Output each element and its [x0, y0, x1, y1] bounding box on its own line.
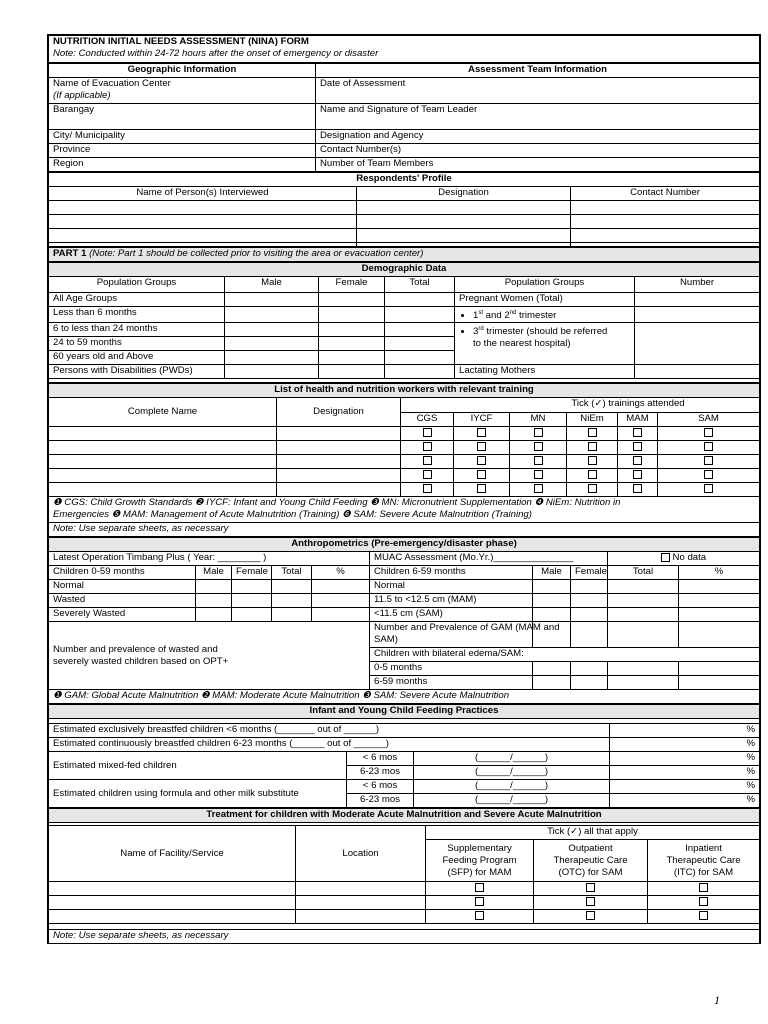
training-checkbox[interactable]: [423, 442, 432, 451]
prevalence-label-1: Number and prevalence of wasted and: [53, 643, 218, 655]
workers-legend-1: ❶ CGS: Child Growth Standards ❷ IYCF: Infant and Young Child Feeding ❸ MN: Micronutrient Supplementation ❹ NiEm: Nutrition in: [53, 497, 621, 509]
formula-lt6-fraction: (______/______): [414, 780, 610, 794]
demo-col-total: Total: [385, 277, 455, 293]
training-niem: NiEm: [567, 413, 618, 427]
treatment-checkbox[interactable]: [586, 883, 595, 892]
page-number: 1: [714, 993, 720, 1007]
part1-note: (Note: Part 1 should be collected prior to visiting the area or evacuation center): [89, 248, 424, 259]
prevalence-label-2: severely wasted children based on OPT+: [53, 655, 229, 667]
resp-col-contact: Contact Number: [571, 187, 760, 201]
anthro-col-pct: %: [312, 566, 370, 580]
training-checkbox[interactable]: [588, 470, 597, 479]
anthro-col-female-2: Female: [571, 566, 608, 580]
treatment-checkbox[interactable]: [699, 911, 708, 920]
anthro-col-total: Total: [272, 566, 312, 580]
evac-center-label: Name of Evacuation Center: [53, 78, 171, 89]
treatment-tick: Tick (✓) all that apply: [426, 826, 760, 840]
trimester-3-label: • 3rd trimester (should be referred to the nearest hospital): [473, 323, 630, 350]
location-col: Location: [296, 826, 426, 882]
no-data-checkbox[interactable]: [661, 553, 670, 562]
anthro-table: [48, 537, 760, 704]
designation-agency-label: Designation and Agency: [316, 130, 760, 144]
training-checkbox[interactable]: [633, 456, 642, 465]
form-title: NUTRITION INITIAL NEEDS ASSESSMENT (NINA) FORM: [53, 36, 309, 47]
mixed-623: 6-23 mos: [347, 766, 414, 780]
demo-col-groups: Population Groups: [49, 277, 225, 293]
demo-row-label: 6 to less than 24 months: [49, 323, 225, 337]
lactating-label: Lactating Mothers: [455, 365, 635, 379]
anthro-col-total-2: Total: [608, 566, 679, 580]
members-label: Number of Team Members: [316, 158, 760, 172]
mixed-lt6-fraction: (______/______): [414, 752, 610, 766]
mixed-lt6: < 6 mos: [347, 752, 414, 766]
training-checkbox[interactable]: [477, 470, 486, 479]
children-659-label: Children 6-59 months: [370, 566, 533, 580]
demo-row-label: 60 years old and Above: [49, 351, 225, 365]
worker-rows: [49, 427, 760, 497]
training-checkbox[interactable]: [588, 456, 597, 465]
anthro-heading: Anthropometrics (Pre-emergency/disaster phase): [49, 538, 760, 552]
header-table: [48, 35, 760, 63]
respondents-heading: Respondents' Profile: [49, 173, 760, 187]
part1-label: PART 1: [53, 248, 87, 259]
province-label: Province: [49, 144, 316, 158]
workers-note: Note: Use separate sheets, as necessary: [49, 523, 760, 537]
table-row: [49, 910, 760, 924]
anthro-col-male: Male: [196, 566, 232, 580]
treatment-checkbox[interactable]: [475, 883, 484, 892]
anthro-legend: ❶ GAM: Global Acute Malnutrition ❷ MAM: Moderate Acute Malnutrition ❸ SAM: Severe Acute Malnutrition: [49, 690, 760, 704]
training-checkbox[interactable]: [704, 442, 713, 451]
table-row: [49, 243, 760, 247]
treatment-note: Note: Use separate sheets, as necessary: [49, 930, 760, 944]
training-checkbox[interactable]: [588, 428, 597, 437]
iycf-table: [48, 704, 760, 808]
workers-col-name: Complete Name: [49, 398, 277, 427]
muac-row-mam: 11.5 to <12.5 cm (MAM): [370, 594, 533, 608]
ebf-label: Estimated exclusively breastfed children <6 months (_______ out of ______): [49, 724, 610, 738]
demographic-table: [48, 262, 760, 383]
table-row: [49, 896, 760, 910]
sfp-col: Supplementary Feeding Program (SFP) for MAM: [426, 840, 534, 882]
treatment-table: [48, 808, 760, 943]
edema-05-label: 0-5 months: [370, 662, 533, 676]
training-checkbox[interactable]: [704, 470, 713, 479]
date-label: Date of Assessment: [316, 78, 760, 104]
demo-heading: Demographic Data: [49, 263, 760, 277]
training-checkbox[interactable]: [704, 428, 713, 437]
edema-659-label: 6-59 months: [370, 676, 533, 690]
if-applicable-label: (If applicable): [53, 90, 111, 101]
training-mn: MN: [510, 413, 567, 427]
training-mam: MAM: [618, 413, 658, 427]
treatment-checkbox[interactable]: [475, 911, 484, 920]
training-checkbox[interactable]: [633, 428, 642, 437]
anthro-col-female: Female: [232, 566, 272, 580]
treatment-checkbox[interactable]: [586, 911, 595, 920]
training-checkbox[interactable]: [704, 484, 713, 493]
resp-col-designation: Designation: [357, 187, 571, 201]
barangay-label: Barangay: [49, 104, 316, 130]
otc-col: Outpatient Therapeutic Care (OTC) for SAM: [534, 840, 648, 882]
training-checkbox[interactable]: [477, 484, 486, 493]
workers-col-designation: Designation: [277, 398, 401, 427]
table-row: [49, 441, 760, 455]
treatment-checkbox[interactable]: [699, 897, 708, 906]
training-cgs: CGS: [401, 413, 454, 427]
workers-tick-heading: Tick (✓) trainings attended: [401, 398, 760, 413]
training-checkbox[interactable]: [534, 470, 543, 479]
region-label: Region: [49, 158, 316, 172]
facility-col: Name of Facility/Service: [49, 826, 296, 882]
training-checkbox[interactable]: [588, 442, 597, 451]
formula-623-pct: %: [610, 794, 760, 808]
city-label: City/ Municipality: [49, 130, 316, 144]
edema-label: Children with bilateral edema/SAM:: [370, 648, 760, 662]
treatment-rows: [49, 882, 760, 924]
demo-row-label: Persons with Disabilities (PWDs): [49, 365, 225, 379]
formula-lt6: < 6 mos: [347, 780, 414, 794]
otp-label: Latest Operation Timbang Plus ( Year: ________ ): [49, 552, 370, 566]
training-iycf: IYCF: [454, 413, 510, 427]
treatment-heading: Treatment for children with Moderate Acute Malnutrition and Severe Acute Malnutrition: [49, 809, 760, 823]
gam-label-1: Number and Prevalence of GAM (MAM and: [374, 622, 560, 634]
iycf-heading: Infant and Young Child Feeding Practices: [49, 705, 760, 719]
demo-col-female: Female: [319, 277, 385, 293]
resp-col-name: Name of Person(s) Interviewed: [49, 187, 357, 201]
table-row: [49, 427, 760, 441]
demo-row-label: All Age Groups: [49, 293, 225, 307]
training-checkbox[interactable]: [534, 428, 543, 437]
training-checkbox[interactable]: [423, 470, 432, 479]
anthro-row-normal: Normal: [49, 580, 196, 594]
trimester-12-label: • 1st and 2nd trimester: [473, 307, 630, 322]
mixed-lt6-pct: %: [610, 752, 760, 766]
treatment-checkbox[interactable]: [475, 897, 484, 906]
leader-label: Name and Signature of Team Leader: [316, 104, 760, 130]
children-059-label: Children 0-59 months: [49, 566, 196, 580]
demo-col-male: Male: [225, 277, 319, 293]
workers-table: [48, 383, 760, 537]
workers-heading: List of health and nutrition workers with relevant training: [49, 384, 760, 398]
mixed-623-pct: %: [610, 766, 760, 780]
table-row: [49, 201, 760, 215]
demo-col-number: Number: [635, 277, 760, 293]
anthro-col-male-2: Male: [533, 566, 571, 580]
formula-623-fraction: (______/______): [414, 794, 610, 808]
contact-label: Contact Number(s): [316, 144, 760, 158]
training-checkbox[interactable]: [633, 470, 642, 479]
training-checkbox[interactable]: [633, 484, 642, 493]
mixed-623-fraction: (______/______): [414, 766, 610, 780]
demo-row-label: 24 to 59 months: [49, 337, 225, 351]
gam-label-2: SAM): [374, 634, 398, 646]
geo-table: [48, 63, 760, 172]
table-row: [49, 483, 760, 497]
itc-col: Inpatient Therapeutic Care (ITC) for SAM: [648, 840, 760, 882]
training-checkbox[interactable]: [534, 456, 543, 465]
cbf-label: Estimated continuously breastfed children 6-23 months (______ out of ______): [49, 738, 610, 752]
training-checkbox[interactable]: [423, 456, 432, 465]
formula-623: 6-23 mos: [347, 794, 414, 808]
muac-row-normal: Normal: [370, 580, 533, 594]
form-note: Note: Conducted within 24-72 hours after the onset of emergency or disaster: [53, 48, 379, 59]
cbf-pct: %: [610, 738, 760, 752]
formula-label: Estimated children using formula and other milk substitute: [49, 780, 347, 808]
anthro-row-wasted: Wasted: [49, 594, 196, 608]
treatment-checkbox[interactable]: [586, 897, 595, 906]
treatment-checkbox[interactable]: [699, 883, 708, 892]
anthro-row-severely-wasted: Severely Wasted: [49, 608, 196, 622]
muac-row-sam: <11.5 cm (SAM): [370, 608, 533, 622]
table-row: [49, 469, 760, 483]
table-row: [49, 455, 760, 469]
training-checkbox[interactable]: [423, 484, 432, 493]
training-checkbox[interactable]: [477, 456, 486, 465]
training-checkbox[interactable]: [477, 428, 486, 437]
training-sam: SAM: [658, 413, 760, 427]
formula-lt6-pct: %: [610, 780, 760, 794]
table-row: [49, 215, 760, 229]
geo-heading: Geographic Information: [49, 64, 316, 78]
demo-row-label: Less than 6 months: [49, 307, 225, 323]
table-row: [49, 882, 760, 896]
workers-legend-2: Emergencies ❺ MAM: Management of Acute Malnutrition (Training) ❻ SAM: Severe Acute Malnutrition (Training): [53, 509, 532, 521]
ebf-pct: %: [610, 724, 760, 738]
demo-col-groups2: Population Groups: [455, 277, 635, 293]
training-checkbox[interactable]: [588, 484, 597, 493]
no-data-label: No data: [672, 552, 707, 564]
mixed-fed-label: Estimated mixed-fed children: [49, 752, 347, 780]
respondents-table: [48, 172, 760, 247]
training-checkbox[interactable]: [477, 442, 486, 451]
anthro-col-pct-2: %: [679, 566, 760, 580]
nina-form: [47, 34, 761, 944]
part1-table: [48, 247, 760, 262]
training-checkbox[interactable]: [534, 442, 543, 451]
training-checkbox[interactable]: [633, 442, 642, 451]
training-checkbox[interactable]: [534, 484, 543, 493]
team-heading: Assessment Team Information: [316, 64, 760, 78]
training-checkbox[interactable]: [423, 428, 432, 437]
table-row: [49, 229, 760, 243]
training-checkbox[interactable]: [704, 456, 713, 465]
pregnant-label: Pregnant Women (Total): [455, 293, 635, 307]
muac-label: MUAC Assessment (Mo.Yr.)_______________: [370, 552, 608, 566]
